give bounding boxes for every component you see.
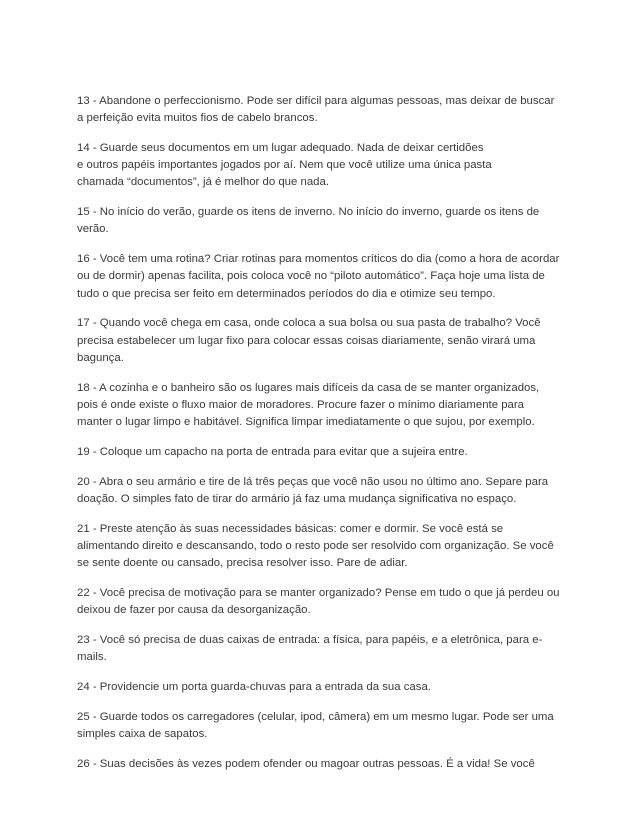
paragraph-line: 26 - Suas decisões às vezes podem ofender ou magoar outras pessoas. É a vida! Se você: [77, 757, 535, 770]
tip-paragraph: [77, 632, 577, 666]
tip-paragraph: [77, 444, 577, 461]
paragraph-line: 18 - A cozinha e o banheiro são os lugares mais difíceis da casa de se manter organizados,: [77, 381, 540, 394]
paragraph-line: 24 - Providencie um porta guarda-chuvas para a entrada da sua casa.: [77, 680, 431, 693]
tip-paragraph: [77, 585, 577, 619]
tip-paragraph: [77, 251, 577, 303]
paragraph-line: a perfeição evita muitos fios de cabelo brancos.: [77, 112, 318, 125]
tip-paragraph: [77, 679, 577, 696]
paragraph-line: mails.: [77, 651, 107, 664]
paragraph-line: bagunça.: [77, 351, 124, 364]
tip-paragraph: [77, 474, 577, 508]
paragraph-line: 21 - Preste atenção às suas necessidades básicas: comer e dormir. Se você está se: [77, 522, 504, 535]
tip-paragraph: [77, 93, 577, 127]
paragraph-line: verão.: [77, 223, 109, 236]
tip-paragraph: [77, 380, 577, 432]
paragraph-line: 20 - Abra o seu armário e tire de lá três peças que você não usou no último ano. Separe para: [77, 475, 549, 488]
paragraph-line: 17 - Quando você chega em casa, onde coloca a sua bolsa ou sua pasta de trabalho? Você: [77, 317, 541, 330]
paragraph-line: precisa estabelecer um lugar fixo para colocar essas coisas diariamente, senão virará uma: [77, 334, 536, 347]
tip-paragraph: [77, 315, 577, 367]
document-body: [77, 93, 577, 785]
tip-paragraph: [77, 709, 577, 743]
tip-paragraph: [77, 140, 577, 192]
paragraph-line: 16 - Você tem uma rotina? Criar rotinas para momentos críticos do dia (como a hora de acordar: [77, 253, 560, 266]
paragraph-line: alimentando direito e descansando, todo o resto pode ser resolvido com organização. Se você: [77, 539, 554, 552]
paragraph-line: 22 - Você precisa de motivação para se manter organizado? Pense em tudo o que já perdeu ou: [77, 586, 560, 599]
paragraph-line: 15 - No início do verão, guarde os itens de inverno. No início do inverno, guarde os itens de: [77, 206, 540, 219]
paragraph-line: 19 - Coloque um capacho na porta de entrada para evitar que a sujeira entre.: [77, 445, 468, 458]
paragraph-line: doação. O simples fato de tirar do armário já faz uma mudança significativa no espaço.: [77, 492, 517, 505]
paragraph-line: 23 - Você só precisa de duas caixas de entrada: a física, para papéis, e a eletrônica, para e-: [77, 633, 543, 646]
paragraph-line: 25 - Guarde todos os carregadores (celular, ipod, câmera) em um mesmo lugar. Pode ser uma: [77, 710, 554, 723]
paragraph-line: e outros papéis importantes jogados por aí. Nem que você utilize uma única pasta: [77, 159, 492, 172]
paragraph-line: manter o lugar limpo e habitável. Significa limpar imediatamente o que sujou, por exemplo.: [77, 416, 535, 429]
paragraph-line: chamada “documentos”, já é melhor do que nada.: [77, 176, 330, 189]
paragraph-line: 14 - Guarde seus documentos em um lugar adequado. Nada de deixar certidões: [77, 142, 484, 154]
tip-paragraph: [77, 756, 577, 773]
tip-paragraph: [77, 521, 577, 573]
paragraph-line: pois é onde existe o fluxo maior de moradores. Procure fazer o mínimo diariamente para: [77, 398, 524, 411]
paragraph-line: se sente doente ou cansado, precisa resolver isso. Pare de adiar.: [77, 557, 408, 570]
paragraph-line: tudo o que precisa ser feito em determinados períodos do dia e otimize seu tempo.: [77, 287, 496, 300]
paragraph-line: simples caixa de sapatos.: [77, 727, 208, 740]
paragraph-line: ou de dormir) apenas facilita, pois coloca você no “piloto automático”. Faça hoje uma lista de: [77, 270, 545, 283]
tip-paragraph: [77, 204, 577, 238]
paragraph-line: deixou de fazer por causa da desorganização.: [77, 604, 311, 617]
paragraph-line: 13 - Abandone o perfeccionismo. Pode ser difícil para algumas pessoas, mas deixar de buscar: [77, 95, 555, 107]
